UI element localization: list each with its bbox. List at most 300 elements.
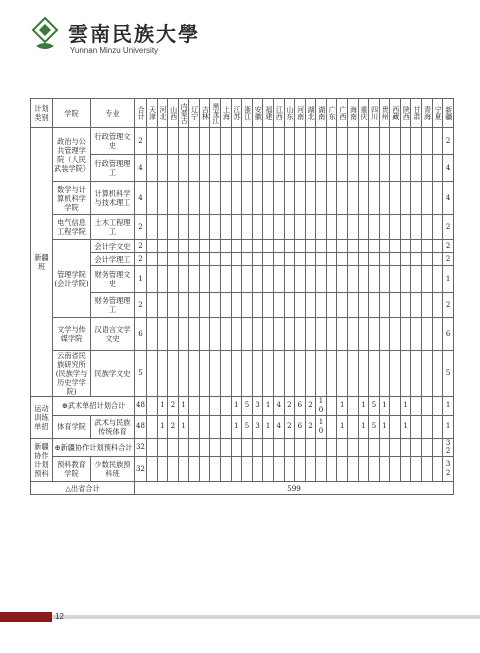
province-value-cell	[284, 128, 295, 155]
province-value-cell	[178, 215, 189, 240]
province-value-cell	[422, 266, 433, 293]
province-value-cell	[432, 318, 443, 351]
grand-total-label: △出省合计	[31, 482, 135, 495]
province-value-cell	[295, 318, 306, 351]
header-province: 广东	[326, 99, 337, 128]
province-value-cell	[400, 438, 411, 457]
province-value-cell	[422, 397, 433, 416]
province-value-cell	[199, 415, 210, 438]
province-value-cell	[316, 318, 327, 351]
province-value-cell	[411, 415, 422, 438]
province-value-cell	[189, 266, 200, 293]
header-province: 上海	[221, 99, 232, 128]
province-value-cell	[252, 240, 263, 253]
province-value-cell	[273, 182, 284, 215]
province-value-cell	[242, 438, 253, 457]
province-value-cell	[189, 415, 200, 438]
province-value-cell	[168, 253, 179, 266]
subtotal-total-cell: 48	[135, 397, 147, 416]
province-value-cell	[284, 318, 295, 351]
province-value-cell	[284, 266, 295, 293]
province-value-cell: 1	[379, 397, 390, 416]
province-value-cell	[337, 128, 348, 155]
province-value-cell	[295, 215, 306, 240]
province-value-cell	[263, 318, 274, 351]
header-province: 西藏	[390, 99, 401, 128]
province-value-cell	[337, 155, 348, 182]
province-value-cell: 5	[369, 415, 380, 438]
province-value-cell	[199, 240, 210, 253]
table-row	[31, 351, 454, 397]
province-value-cell	[390, 182, 401, 215]
header-college: 学院	[53, 99, 91, 128]
province-value-cell	[199, 318, 210, 351]
row-total-cell: 2	[135, 253, 147, 266]
grand-total-row	[31, 482, 454, 495]
province-value-cell	[379, 438, 390, 457]
row-total-cell: 5	[135, 351, 147, 397]
province-value-cell	[305, 128, 316, 155]
province-value-cell	[210, 253, 221, 266]
province-value-cell	[422, 415, 433, 438]
province-value-cell	[411, 253, 422, 266]
university-name-en: Yunnan Minzu University	[70, 46, 159, 55]
province-value-cell	[231, 293, 242, 318]
province-value-cell	[390, 155, 401, 182]
province-value-cell	[432, 293, 443, 318]
province-value-cell	[295, 266, 306, 293]
province-value-cell	[210, 318, 221, 351]
header-province: 山西	[168, 99, 179, 128]
province-value-cell	[210, 438, 221, 457]
province-value-cell	[252, 438, 263, 457]
province-value-cell	[221, 266, 232, 293]
province-value-cell	[400, 351, 411, 397]
header-province: 海南	[347, 99, 358, 128]
province-value-cell	[263, 128, 274, 155]
province-value-cell	[400, 240, 411, 253]
province-value-cell	[199, 438, 210, 457]
province-value-cell	[358, 438, 369, 457]
header-total: 合计	[135, 99, 147, 128]
province-value-cell	[231, 266, 242, 293]
province-value-cell	[316, 457, 327, 482]
province-value-cell	[252, 182, 263, 215]
province-value-cell: 1	[263, 415, 274, 438]
province-value-cell	[316, 155, 327, 182]
province-value-cell	[284, 215, 295, 240]
header-province: 四川	[369, 99, 380, 128]
province-value-cell	[157, 351, 168, 397]
province-value-cell	[168, 457, 179, 482]
province-value-cell	[147, 438, 158, 457]
plan-category-cell: 新疆协作计划预科	[31, 438, 53, 482]
province-value-cell: 1	[443, 415, 454, 438]
province-value-cell	[390, 397, 401, 416]
province-value-cell	[273, 155, 284, 182]
province-value-cell	[390, 457, 401, 482]
province-value-cell	[422, 128, 433, 155]
province-value-cell	[347, 457, 358, 482]
province-value-cell	[210, 415, 221, 438]
province-value-cell: 4	[273, 397, 284, 416]
province-value-cell	[358, 128, 369, 155]
province-value-cell	[358, 318, 369, 351]
province-value-cell	[189, 215, 200, 240]
subtotal-total-cell: 32	[135, 438, 147, 457]
province-value-cell	[178, 351, 189, 397]
province-value-cell	[273, 253, 284, 266]
province-value-cell	[326, 415, 337, 438]
province-value-cell: 1	[337, 397, 348, 416]
province-value-cell: 6	[295, 415, 306, 438]
province-value-cell	[221, 438, 232, 457]
province-value-cell	[263, 182, 274, 215]
province-value-cell	[326, 155, 337, 182]
province-value-cell	[358, 215, 369, 240]
province-value-cell	[337, 438, 348, 457]
college-cell: 文学与传媒学院	[53, 318, 91, 351]
province-value-cell	[422, 240, 433, 253]
province-value-cell	[210, 215, 221, 240]
province-value-cell	[432, 253, 443, 266]
province-value-cell	[157, 253, 168, 266]
province-value-cell	[326, 266, 337, 293]
province-value-cell: 32	[443, 438, 454, 457]
province-value-cell	[242, 318, 253, 351]
province-value-cell	[199, 457, 210, 482]
province-value-cell	[411, 397, 422, 416]
province-value-cell	[326, 318, 337, 351]
province-value-cell	[273, 293, 284, 318]
province-value-cell	[347, 128, 358, 155]
province-value-cell: 1	[443, 397, 454, 416]
province-value-cell: 1	[400, 397, 411, 416]
plan-category-cell: 运动训练单招	[31, 397, 53, 439]
province-value-cell	[157, 182, 168, 215]
province-value-cell	[305, 438, 316, 457]
province-value-cell	[263, 155, 274, 182]
header-province: 内蒙古	[178, 99, 189, 128]
province-value-cell	[178, 155, 189, 182]
province-value-cell	[263, 253, 274, 266]
province-value-cell: 1	[157, 415, 168, 438]
province-value-cell: 4	[443, 182, 454, 215]
province-value-cell	[326, 215, 337, 240]
province-value-cell	[369, 155, 380, 182]
province-value-cell	[199, 128, 210, 155]
province-value-cell	[147, 253, 158, 266]
province-value-cell	[221, 397, 232, 416]
province-value-cell	[231, 438, 242, 457]
province-value-cell	[432, 215, 443, 240]
province-value-cell	[242, 128, 253, 155]
province-value-cell: 2	[443, 293, 454, 318]
row-total-cell: 4	[135, 182, 147, 215]
table-row	[31, 155, 454, 182]
province-value-cell	[199, 182, 210, 215]
province-value-cell	[157, 266, 168, 293]
province-value-cell	[157, 240, 168, 253]
table-row	[31, 253, 454, 266]
province-value-cell	[379, 266, 390, 293]
province-value-cell	[411, 182, 422, 215]
province-value-cell	[379, 128, 390, 155]
province-value-cell	[231, 155, 242, 182]
province-value-cell	[178, 182, 189, 215]
province-value-cell: 5	[369, 397, 380, 416]
province-value-cell	[242, 215, 253, 240]
province-value-cell	[305, 182, 316, 215]
footer-accent-bar	[0, 612, 52, 622]
province-value-cell	[316, 266, 327, 293]
province-value-cell	[231, 182, 242, 215]
table-row	[31, 318, 454, 351]
province-value-cell	[422, 253, 433, 266]
province-value-cell	[295, 155, 306, 182]
province-value-cell	[178, 266, 189, 293]
major-cell: 民族学文史	[91, 351, 135, 397]
province-value-cell	[147, 318, 158, 351]
province-value-cell	[305, 253, 316, 266]
province-value-cell	[147, 266, 158, 293]
province-value-cell	[221, 215, 232, 240]
province-value-cell	[157, 438, 168, 457]
province-value-cell	[221, 240, 232, 253]
table-row	[31, 182, 454, 215]
row-total-cell: 2	[135, 215, 147, 240]
province-value-cell	[221, 415, 232, 438]
header-province: 重庆	[358, 99, 369, 128]
province-value-cell	[432, 351, 443, 397]
province-value-cell	[284, 457, 295, 482]
province-value-cell	[432, 397, 443, 416]
province-value-cell	[390, 215, 401, 240]
province-value-cell	[263, 438, 274, 457]
province-value-cell	[210, 397, 221, 416]
province-value-cell	[326, 182, 337, 215]
province-value-cell	[379, 155, 390, 182]
province-value-cell	[400, 182, 411, 215]
province-value-cell: 2	[305, 397, 316, 416]
province-value-cell	[210, 240, 221, 253]
province-value-cell	[390, 266, 401, 293]
province-value-cell	[199, 293, 210, 318]
province-value-cell	[295, 182, 306, 215]
province-value-cell	[400, 253, 411, 266]
province-value-cell	[411, 351, 422, 397]
province-value-cell	[273, 240, 284, 253]
header-province: 河南	[295, 99, 306, 128]
province-value-cell	[147, 293, 158, 318]
province-value-cell	[263, 266, 274, 293]
province-value-cell	[305, 351, 316, 397]
province-value-cell	[316, 438, 327, 457]
province-value-cell	[358, 240, 369, 253]
province-value-cell: 5	[443, 351, 454, 397]
province-value-cell	[147, 182, 158, 215]
major-cell: 会计学文史	[91, 240, 135, 253]
province-value-cell	[400, 457, 411, 482]
province-value-cell	[369, 266, 380, 293]
province-value-cell	[147, 128, 158, 155]
province-value-cell	[189, 318, 200, 351]
province-value-cell	[210, 155, 221, 182]
province-value-cell	[157, 293, 168, 318]
province-value-cell	[210, 457, 221, 482]
province-value-cell	[284, 293, 295, 318]
province-value-cell: 1	[231, 415, 242, 438]
province-value-cell	[390, 351, 401, 397]
province-value-cell	[263, 293, 274, 318]
province-value-cell	[337, 240, 348, 253]
header-province: 宁夏	[432, 99, 443, 128]
province-value-cell	[199, 155, 210, 182]
province-value-cell	[400, 128, 411, 155]
province-value-cell: 2	[168, 397, 179, 416]
row-total-cell: 48	[135, 415, 147, 438]
province-value-cell	[347, 397, 358, 416]
province-value-cell	[210, 266, 221, 293]
table-row	[31, 415, 454, 438]
province-value-cell	[411, 240, 422, 253]
province-value-cell	[316, 182, 327, 215]
province-value-cell	[210, 293, 221, 318]
province-value-cell	[400, 266, 411, 293]
province-value-cell: 1	[400, 415, 411, 438]
province-value-cell	[411, 215, 422, 240]
province-value-cell	[390, 128, 401, 155]
province-value-cell	[337, 215, 348, 240]
header-province: 贵州	[379, 99, 390, 128]
province-value-cell	[157, 215, 168, 240]
province-value-cell	[189, 128, 200, 155]
province-value-cell	[358, 457, 369, 482]
province-value-cell	[411, 155, 422, 182]
major-cell: 武术与民族传统体育	[91, 415, 135, 438]
province-value-cell	[157, 128, 168, 155]
province-value-cell	[295, 351, 306, 397]
province-value-cell	[189, 155, 200, 182]
province-value-cell	[369, 318, 380, 351]
province-value-cell: 1	[358, 397, 369, 416]
province-value-cell	[242, 351, 253, 397]
province-value-cell	[221, 128, 232, 155]
header-major: 专业	[91, 99, 135, 128]
province-value-cell	[252, 457, 263, 482]
province-value-cell: 1	[358, 415, 369, 438]
province-value-cell: 3	[252, 415, 263, 438]
header-province: 河北	[157, 99, 168, 128]
province-value-cell	[347, 415, 358, 438]
province-value-cell	[379, 318, 390, 351]
province-value-cell	[295, 253, 306, 266]
province-value-cell	[390, 438, 401, 457]
province-value-cell: 3	[252, 397, 263, 416]
province-value-cell	[390, 318, 401, 351]
province-value-cell	[178, 318, 189, 351]
province-value-cell	[422, 293, 433, 318]
province-value-cell: 1	[178, 415, 189, 438]
subtotal-row	[31, 438, 454, 457]
subtotal-label-cell: ⊕新疆协作计划预科合计	[53, 438, 135, 457]
header-province: 广西	[337, 99, 348, 128]
subtotal-row	[31, 397, 454, 416]
province-value-cell	[337, 351, 348, 397]
province-value-cell	[379, 457, 390, 482]
province-value-cell: 1	[443, 266, 454, 293]
province-value-cell	[147, 215, 158, 240]
province-value-cell	[347, 438, 358, 457]
province-value-cell	[337, 457, 348, 482]
province-value-cell	[284, 240, 295, 253]
major-cell: 计算机科学与技术理工	[91, 182, 135, 215]
province-value-cell	[231, 128, 242, 155]
province-value-cell	[178, 438, 189, 457]
province-value-cell	[422, 318, 433, 351]
province-value-cell	[263, 215, 274, 240]
province-value-cell	[178, 240, 189, 253]
province-value-cell	[326, 240, 337, 253]
province-value-cell	[305, 155, 316, 182]
province-value-cell	[252, 266, 263, 293]
province-value-cell	[305, 266, 316, 293]
page-header	[30, 16, 230, 60]
province-value-cell	[147, 397, 158, 416]
province-value-cell	[422, 351, 433, 397]
province-value-cell	[157, 457, 168, 482]
province-value-cell	[326, 253, 337, 266]
header-province: 黑龙江	[210, 99, 221, 128]
header-province: 湖南	[316, 99, 327, 128]
province-value-cell	[347, 155, 358, 182]
province-value-cell	[316, 293, 327, 318]
province-value-cell	[231, 215, 242, 240]
province-value-cell	[411, 128, 422, 155]
province-value-cell	[199, 253, 210, 266]
province-value-cell	[147, 155, 158, 182]
province-value-cell	[168, 215, 179, 240]
province-value-cell	[252, 318, 263, 351]
header-province: 辽宁	[189, 99, 200, 128]
college-cell: 云南省民族研究所(民族学与历史学学院)	[53, 351, 91, 397]
province-value-cell	[263, 351, 274, 397]
province-value-cell	[305, 293, 316, 318]
province-value-cell	[221, 457, 232, 482]
province-value-cell	[295, 457, 306, 482]
province-value-cell	[316, 240, 327, 253]
province-value-cell	[273, 457, 284, 482]
province-value-cell	[284, 438, 295, 457]
province-value-cell	[432, 438, 443, 457]
table-row	[31, 457, 454, 482]
province-value-cell	[400, 293, 411, 318]
province-value-cell	[147, 415, 158, 438]
header-province: 浙江	[242, 99, 253, 128]
college-cell: 体育学院	[53, 415, 91, 438]
province-value-cell	[326, 351, 337, 397]
header-province: 安徽	[252, 99, 263, 128]
header-province: 新疆	[443, 99, 454, 128]
province-value-cell	[168, 351, 179, 397]
province-value-cell	[295, 438, 306, 457]
province-value-cell	[316, 253, 327, 266]
province-value-cell	[400, 318, 411, 351]
province-value-cell	[178, 253, 189, 266]
province-value-cell	[422, 182, 433, 215]
plan-category-cell: 新疆班	[31, 128, 53, 397]
province-value-cell: 2	[168, 415, 179, 438]
